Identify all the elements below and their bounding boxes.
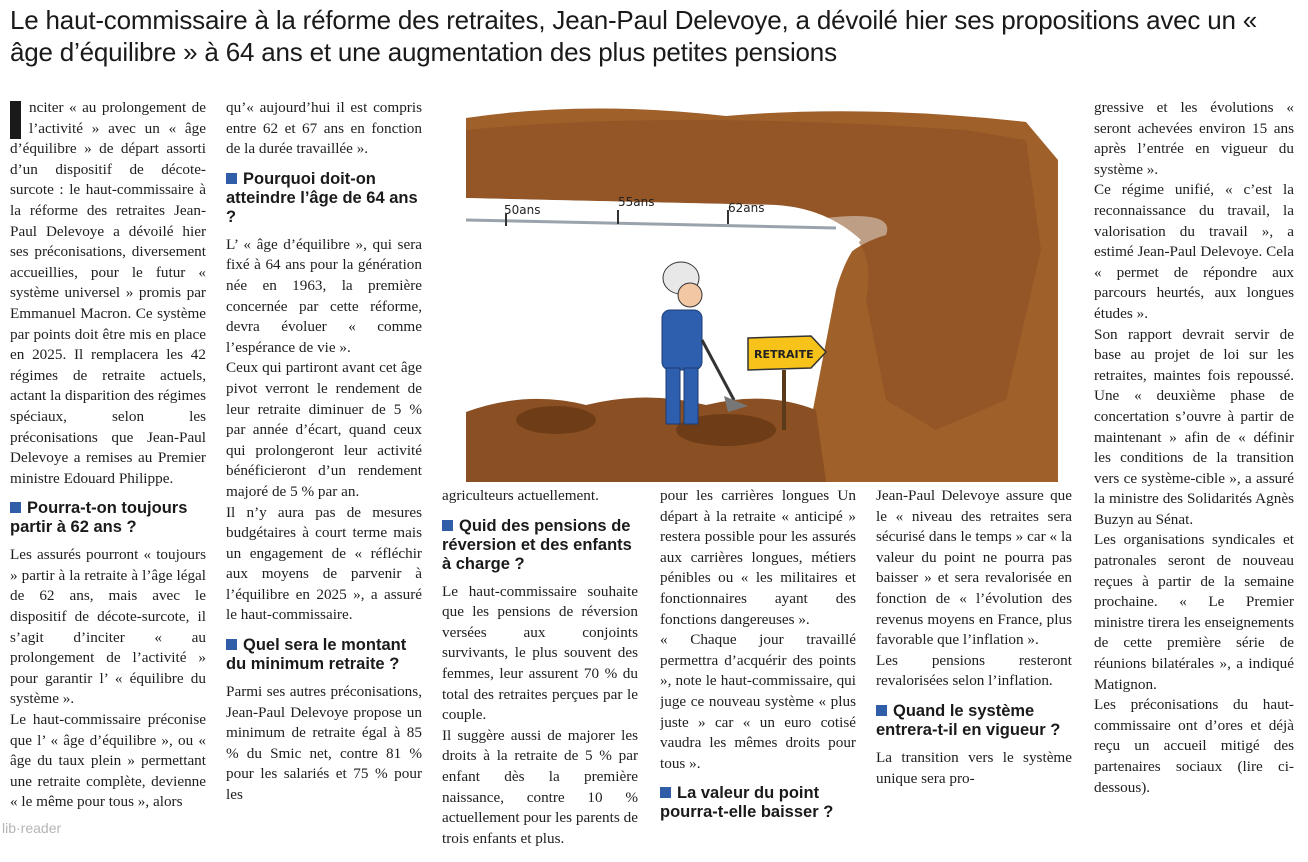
square-bullet-icon: [876, 705, 887, 716]
paragraph: pour les carrières longues Un départ à la retraite « anticipé » restera possible pour les assurés aux carrières longues, métiers pénibles ou « les militaires et fonctionnaires ayant des fonctions dangereuses ».: [660, 487, 856, 628]
paragraph: Les assurés pourront « toujours » partir à la retraite à l’âge légal de 62 ans, mais avec le dispositif de décote-surcote, il s’agit d’inciter « au prolongement de l’activité » pour garantir l’ « équilibre du système ».: [10, 546, 206, 708]
paragraph: La transition vers le système unique sera pro-: [876, 748, 1072, 787]
paragraph: agriculteurs actuellement.: [442, 487, 599, 504]
headline: Le haut-commissaire à la réforme des retraites, Jean-Paul Delevoye, a dévoilé hier ses propositions avec un « âge d’équilibre » à 64 ans et une augmentation des plus petites pensions: [10, 5, 1258, 67]
cartoon-illustration: [466, 100, 1058, 482]
paragraph: Son rapport devrait servir de base au projet de loi sur les retraites, maintes fois repoussé. Une « deuxième phase de concertation s’ouvre à partir de maintenant » afin de « définir les conditions de la transition vers ce système-cible », a assuré la ministre des Solidarités Agnès Buzyn au Sénat.: [1094, 325, 1294, 528]
paragraph: Parmi ses autres préconisations, Jean-Paul Delevoye propose un minimum de retraite égal à 85 % du Smic net, contre 81 % pour les salariés et 75 % pour les: [226, 683, 422, 804]
subheading-62-ans: Pourra-t-on toujours partir à 62 ans ?: [10, 499, 188, 537]
paragraph: Il n’y aura pas de mesures budgétaires à court terme mais un engagement de « réfléchir aux moyens de parvenir à l’équilibre en 2025 », a assuré le haut-commissaire.: [226, 503, 422, 624]
label-50-ans: 50ans: [504, 203, 541, 217]
paragraph: qu’« aujourd’hui il est compris entre 62 et 67 ans en fonction de la durée travaillée ».: [226, 99, 422, 158]
column-6: [1094, 98, 1294, 858]
subheading-64-ans: Pourquoi doit-on atteindre l’âge de 64 ans ?: [226, 169, 418, 226]
subheading-minimum-retraite: Quel sera le montant du minimum retraite ?: [226, 636, 407, 674]
column-2: [226, 98, 422, 858]
watermark: lib·reader: [2, 820, 62, 836]
paragraph: « Chaque jour travaillé permettra d’acquérir des points », note le haut-commissaire, qui juge ce nouveau système « plus juste » car « un euro cotisé vaudra les mêmes droits pour tous ».: [660, 631, 856, 772]
square-bullet-icon: [442, 520, 453, 531]
label-55-ans: 55ans: [618, 195, 655, 209]
column-5: [876, 486, 1072, 858]
label-62-ans: 62ans: [728, 201, 765, 215]
square-bullet-icon: [226, 173, 237, 184]
column-4: [660, 486, 856, 858]
paragraph: Les organisations syndicales et patronales seront de nouveau reçues à partir de la semaine prochaine. « Le Premier ministre tirera les enseignements de cette première série de réunions bilatérales », a indiqué Matignon.: [1094, 531, 1294, 693]
paragraph: Il suggère aussi de majorer les droits à la retraite de 5 % par enfant dès la première naissance, contre 10 % actuellement pour les parents de trois enfants et plus.: [442, 726, 638, 847]
paragraph: Ce régime unifié, « c’est la reconnaissance du travail, la valorisation du travail », a estimé Jean-Paul Delevoye. Cela « permet de répondre aux parcours heurtés, aux longues études ».: [1094, 181, 1294, 322]
sign-text: RETRAITE: [754, 348, 814, 361]
paragraph: Le haut-commissaire préconise que l’ « âge d’équilibre », ou « âge du taux plein » permettant une retraite complète, devienne « le même pour tous », alors: [10, 711, 206, 811]
subheading-entree-vigueur: Quand le système entrera-t-il en vigueur ?: [876, 701, 1061, 739]
subheading-pensions-reversion: Quid des pensions de réversion et des enfants à charge ?: [442, 516, 632, 573]
paragraph: Les préconisations du haut-commissaire ont d’ores et déjà reçu un accueil mitigé des partenaires sociaux (lire ci-dessous).: [1094, 696, 1294, 796]
column-1: [10, 98, 206, 858]
paragraph: Les pensions resteront revalorisées selon l’inflation.: [876, 651, 1072, 690]
paragraph: Ceux qui partiront avant cet âge pivot verront le rendement de leur retraite diminuer de 5 % par année d’écart, quand ceux qui prolongeront leur activité bénéficieront d’un rendement majoré de 5 % par an.: [226, 359, 422, 500]
paragraph: Le haut-commissaire souhaite que les pensions de réversion versées aux conjoints survivants, le plus souvent des femmes, leur assurent 70 % du total des retraites perçues par le couple.: [442, 582, 638, 724]
square-bullet-icon: [660, 787, 671, 798]
square-bullet-icon: [226, 639, 237, 650]
paragraph: L’ « âge d’équilibre », qui sera fixé à 64 ans pour la génération née en 1963, la première concernée par cette réforme, devra évoluer « comme l’espérance de vie ».: [226, 235, 422, 356]
column-3: [442, 486, 638, 858]
paragraph: gressive et les évolutions « seront achevées environ 15 ans après l’entrée en vigueur du système ».: [1094, 99, 1294, 178]
square-bullet-icon: [10, 502, 21, 513]
dropcap: [10, 101, 21, 139]
paragraph: Jean-Paul Delevoye assure que le « niveau des retraites sera sécurisé dans le temps » car « la valeur du point ne pourra pas baisser » et sera revalorisée en fonction de « l’évolution des revenus moyens en France, plus favorable que l’inflation ».: [876, 487, 1072, 649]
subheading-valeur-point: La valeur du point pourra-t-elle baisser ?: [660, 784, 834, 822]
lead-paragraph: nciter « au prolongement de l’activité » avec un « âge d’équilibre » de départ assorti d’un dispositif de décote-surcote : le haut-commissaire à la réforme des retraites Jean-Paul Delevoye a dévoilé hier ses préconisations, diversement accueillies, pour le futur « système universel » promis par Emmanuel Macron. Ce système par points doit être mis en place en 2025. Il remplacera les 42 régimes de retraite actuels, actant la disparition des régimes spéciaux, selon les préconisations que Jean-Paul Delevoye a remises au Premier ministre Edouard Philippe.: [10, 99, 206, 487]
